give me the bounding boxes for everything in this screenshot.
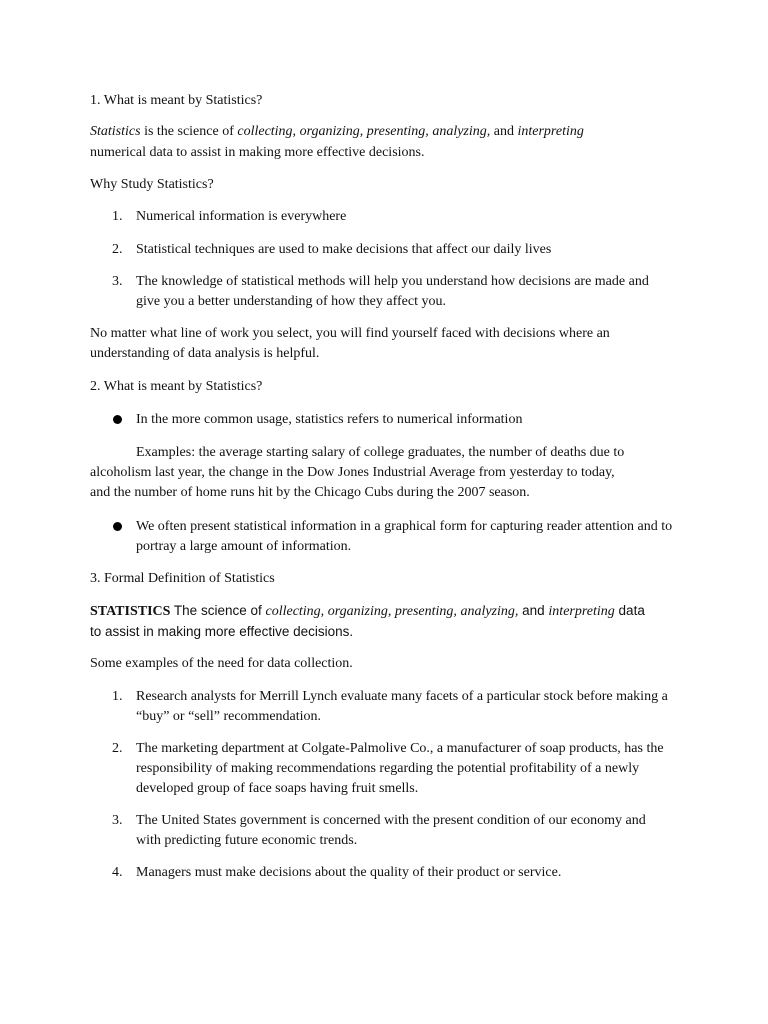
example-item: The marketing department at Colgate-Palmolive Co., a manufacturer of soap products, has the responsibility of making recommendations regarding the potential profitability of a newly developed group of face soaps having fruit smells. — [136, 741, 664, 796]
definition-interpreting: interpreting — [517, 124, 584, 139]
definition-collecting: collecting, — [237, 124, 297, 139]
definition-analyzing: analyzing, — [428, 124, 491, 139]
definition-and: and — [518, 603, 549, 618]
example-number: 2. — [112, 741, 123, 756]
example-item: The United States government is concerned with the present condition of our economy and with predicting future economic trends. — [136, 813, 646, 848]
section3-heading: 3. Formal Definition of Statistics — [90, 571, 275, 586]
definition-collecting: collecting, — [265, 604, 325, 619]
reason-item: Statistical techniques are used to make decisions that affect our daily lives — [136, 242, 552, 257]
definition-text: is the science of — [140, 124, 238, 139]
definition-organizing: organizing, — [324, 604, 392, 619]
definition-presenting: presenting, — [391, 604, 457, 619]
section1-closing: No matter what line of work you select, you will find yourself faced with decisions where an understanding of data analysis is helpful. — [90, 326, 610, 361]
reason-number: 1. — [112, 209, 123, 224]
example-number: 4. — [112, 865, 123, 880]
section3-definition — [90, 601, 680, 622]
definition-analyzing: analyzing, — [456, 604, 519, 619]
definition-data: data — [614, 603, 645, 618]
reason-number: 2. — [112, 242, 123, 257]
definition-term: Statistics — [90, 124, 141, 139]
definition-text: The science of — [170, 603, 266, 618]
examples-line2: alcoholism last year, the change in the Dow Jones Industrial Average from yesterday to today, — [90, 465, 615, 480]
examples-heading: Some examples of the need for data collection. — [90, 656, 353, 671]
example-item: Managers must make decisions about the quality of their product or service. — [136, 865, 562, 880]
section2-bullet1: In the more common usage, statistics refers to numerical information — [136, 412, 523, 427]
examples-line3: and the number of home runs hit by the Chicago Cubs during the 2007 season. — [90, 485, 530, 500]
example-number: 3. — [112, 813, 123, 828]
reason-item: The knowledge of statistical methods will help you understand how decisions are made and give you a better understanding of how they affect you. — [136, 274, 649, 309]
section2-bullet2: We often present statistical information in a graphical form for capturing reader attention and to portray a large amount of information. — [136, 519, 673, 554]
section1-definition-line2: numerical data to assist in making more effective decisions. — [90, 145, 425, 160]
section3-definition-line2: to assist in making more effective decisions. — [90, 624, 354, 639]
reason-item: Numerical information is everywhere — [136, 209, 347, 224]
example-number: 1. — [112, 689, 123, 704]
section2-heading: 2. What is meant by Statistics? — [90, 379, 263, 394]
bullet-icon — [113, 522, 122, 531]
statistics-term: STATISTICS — [90, 604, 171, 619]
reason-number: 3. — [112, 274, 123, 289]
definition-presenting: presenting, — [363, 124, 429, 139]
section1-heading: 1. What is meant by Statistics? — [90, 93, 263, 108]
section1-definition — [90, 122, 680, 142]
bullet-icon — [113, 415, 122, 424]
definition-and: and — [490, 124, 518, 139]
example-item: Research analysts for Merrill Lynch evaluate many facets of a particular stock before making a “buy” or “sell” recommendation. — [136, 689, 668, 724]
definition-interpreting: interpreting — [548, 604, 615, 619]
why-study-heading: Why Study Statistics? — [90, 177, 214, 192]
definition-organizing: organizing, — [296, 124, 364, 139]
examples-line1: Examples: the average starting salary of college graduates, the number of deaths due to — [136, 445, 625, 460]
